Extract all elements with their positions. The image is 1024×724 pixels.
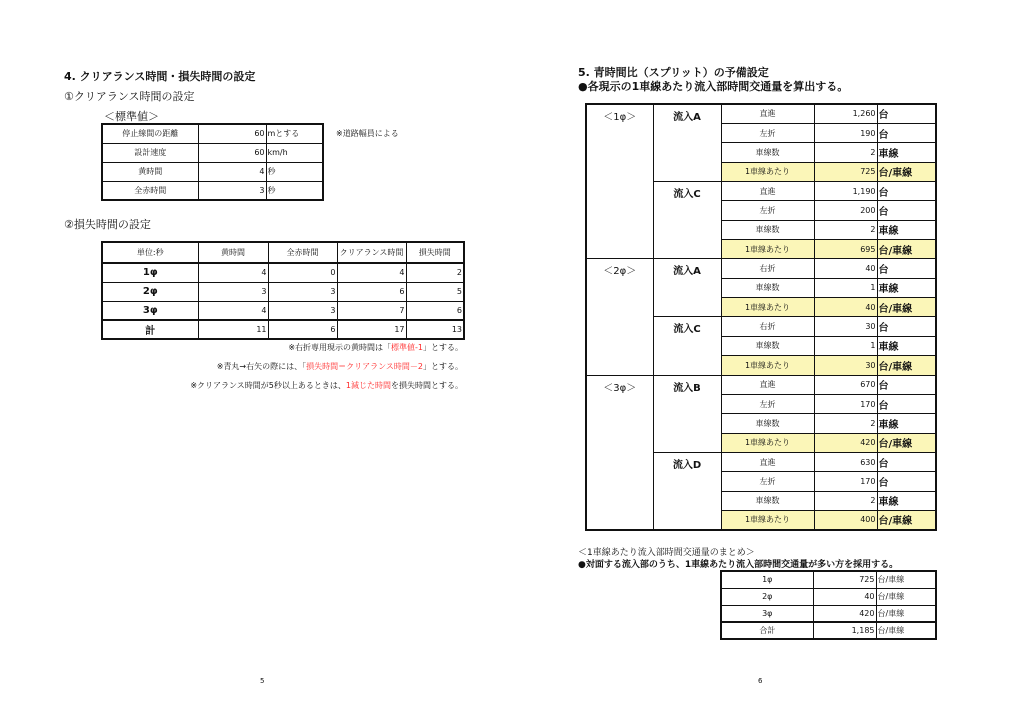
item-label: 車線数 (721, 143, 814, 162)
item-unit: 台 (877, 259, 936, 278)
loss-header-cell: 単位:秒 (102, 242, 198, 263)
loss-phase: 2φ (102, 282, 198, 301)
item-unit: 台 (877, 201, 936, 220)
standard-row (102, 181, 323, 200)
standard-label: 停止線間の距離 (102, 124, 198, 143)
item-value: 1 (814, 278, 877, 297)
standard-label: 黄時間 (102, 162, 198, 181)
loss-value: 6 (337, 282, 406, 301)
note-text: を損失時間とする。 (391, 381, 463, 390)
split-table (585, 103, 937, 531)
item-value: 400 (814, 511, 877, 530)
page-number-right: 6 (758, 677, 763, 685)
loss-header-cell: クリアランス時間 (337, 242, 406, 263)
item-label: 左折 (721, 394, 814, 413)
loss-row (102, 263, 464, 282)
item-unit: 台/車線 (877, 162, 936, 181)
loss-total-row (102, 320, 464, 339)
inflow-label: 流入B (653, 375, 721, 452)
item-label: 車線数 (721, 491, 814, 510)
item-value: 2 (814, 414, 877, 433)
loss-value: 2 (406, 263, 464, 282)
item-value: 725 (814, 162, 877, 181)
item-value: 200 (814, 201, 877, 220)
standard-unit: mとする (266, 124, 323, 143)
note-highlight: 損失時間＝クリアランス時間－2 (306, 362, 423, 371)
summary-row (721, 588, 936, 605)
section-title-4: 4. クリアランス時間・損失時間の設定 (64, 70, 256, 83)
loss-phase: 3φ (102, 301, 198, 320)
loss-value: 4 (337, 263, 406, 282)
loss-value: 6 (268, 320, 337, 339)
note-highlight: 標準値-1 (391, 343, 423, 352)
standard-unit: 秒 (266, 181, 323, 200)
loss-value: 0 (268, 263, 337, 282)
standard-value: 4 (198, 162, 266, 181)
standard-value-label: ＜標準値＞ (104, 110, 159, 123)
loss-row (102, 301, 464, 320)
phase-label: ＜3φ＞ (586, 375, 653, 530)
item-label: 車線数 (721, 336, 814, 355)
item-value: 1,190 (814, 181, 877, 200)
item-unit: 車線 (877, 336, 936, 355)
item-value: 1,260 (814, 104, 877, 123)
item-unit: 台 (877, 181, 936, 200)
item-unit: 車線 (877, 414, 936, 433)
loss-value: 6 (406, 301, 464, 320)
item-label: 1車線あたり (721, 356, 814, 375)
item-unit: 車線 (877, 143, 936, 162)
item-unit: 台/車線 (877, 240, 936, 259)
item-label: 車線数 (721, 220, 814, 239)
item-value: 190 (814, 123, 877, 142)
note-text: ※青丸→右矢の際には、「 (216, 362, 307, 371)
item-unit: 車線 (877, 220, 936, 239)
loss-phase: 1φ (102, 263, 198, 282)
intro-text: ●各現示の1車線あたり流入部時間交通量を算出する。 (578, 80, 849, 93)
item-label: 直進 (721, 375, 814, 394)
item-value: 2 (814, 491, 877, 510)
loss-value: 4 (198, 263, 268, 282)
item-value: 1 (814, 336, 877, 355)
loss-value: 3 (268, 282, 337, 301)
standard-label: 設計速度 (102, 143, 198, 162)
item-unit: 台 (877, 123, 936, 142)
phase-label: ＜2φ＞ (586, 259, 653, 375)
item-value: 40 (814, 298, 877, 317)
loss-value: 4 (198, 301, 268, 320)
item-unit: 台/車線 (877, 298, 936, 317)
note-highlight: 1減じた時間 (345, 381, 391, 390)
summary-unit: 台/車線 (876, 605, 936, 622)
loss-note (288, 342, 463, 353)
item-unit: 車線 (877, 278, 936, 297)
standard-unit: 秒 (266, 162, 323, 181)
item-unit: 車線 (877, 491, 936, 510)
item-unit: 台 (877, 104, 936, 123)
note-text: 」とする。 (423, 362, 463, 371)
item-unit: 台/車線 (877, 433, 936, 452)
inflow-label: 流入A (653, 259, 721, 317)
standard-value: 60 (198, 124, 266, 143)
item-value: 170 (814, 394, 877, 413)
standard-label: 全赤時間 (102, 181, 198, 200)
standard-value: 60 (198, 143, 266, 162)
loss-header-cell: 損失時間 (406, 242, 464, 263)
loss-row (102, 282, 464, 301)
split-row (586, 104, 936, 123)
item-label: 直進 (721, 104, 814, 123)
item-label: 左折 (721, 472, 814, 491)
item-label: 1車線あたり (721, 240, 814, 259)
split-row (586, 259, 936, 278)
summary-value: 1,185 (813, 622, 876, 639)
summary-value: 420 (813, 605, 876, 622)
loss-header-cell: 黄時間 (198, 242, 268, 263)
item-value: 2 (814, 143, 877, 162)
note-text: ※右折専用現示の黄時間は「 (288, 343, 392, 352)
standard-row (102, 162, 323, 181)
page-number-left: 5 (260, 677, 265, 685)
item-label: 直進 (721, 181, 814, 200)
summary-table (720, 570, 937, 640)
inflow-label: 流入C (653, 181, 721, 258)
item-label: 車線数 (721, 414, 814, 433)
standard-values-table (101, 123, 324, 201)
loss-value: 5 (406, 282, 464, 301)
loss-header-cell: 全赤時間 (268, 242, 337, 263)
loss-header-row (102, 242, 464, 263)
item-label: 車線数 (721, 278, 814, 297)
section-title-5: 5. 青時間比（スプリット）の予備設定 (578, 66, 769, 79)
standard-value: 3 (198, 181, 266, 200)
summary-title: ＜1車線あたり流入部時間交通量のまとめ＞ (578, 548, 755, 558)
item-unit: 台 (877, 394, 936, 413)
standard-note: ※道路幅員による (336, 129, 399, 138)
item-value: 30 (814, 356, 877, 375)
summary-note: ●対面する流入部のうち、1車線あたり流入部時間交通量が多い方を採用する。 (578, 560, 899, 570)
loss-value: 3 (268, 301, 337, 320)
inflow-label: 流入A (653, 104, 721, 181)
note-text: 」とする。 (423, 343, 463, 352)
loss-value: 13 (406, 320, 464, 339)
item-unit: 台 (877, 317, 936, 336)
phase-label: ＜1φ＞ (586, 104, 653, 259)
item-label: 1車線あたり (721, 433, 814, 452)
item-unit: 台 (877, 375, 936, 394)
inflow-label: 流入C (653, 317, 721, 375)
summary-row (721, 571, 936, 588)
summary-unit: 台/車線 (876, 622, 936, 639)
split-row (586, 375, 936, 394)
loss-value: 17 (337, 320, 406, 339)
item-label: 1車線あたり (721, 511, 814, 530)
summary-row (721, 605, 936, 622)
item-value: 630 (814, 452, 877, 471)
standard-unit: km/h (266, 143, 323, 162)
summary-value: 40 (813, 588, 876, 605)
item-unit: 台/車線 (877, 511, 936, 530)
summary-unit: 台/車線 (876, 588, 936, 605)
item-label: 左折 (721, 123, 814, 142)
item-value: 170 (814, 472, 877, 491)
item-label: 右折 (721, 259, 814, 278)
item-unit: 台 (877, 452, 936, 471)
loss-note (190, 380, 463, 391)
item-value: 40 (814, 259, 877, 278)
item-label: 左折 (721, 201, 814, 220)
subsection-clearance-title: ①クリアランス時間の設定 (64, 90, 195, 103)
loss-value: 3 (198, 282, 268, 301)
item-value: 420 (814, 433, 877, 452)
summary-label: 合計 (721, 622, 813, 639)
loss-time-table (101, 241, 465, 340)
item-label: 右折 (721, 317, 814, 336)
item-value: 2 (814, 220, 877, 239)
loss-value: 11 (198, 320, 268, 339)
summary-label: 1φ (721, 571, 813, 588)
inflow-label: 流入D (653, 452, 721, 529)
summary-value: 725 (813, 571, 876, 588)
note-text: ※クリアランス時間が5秒以上あるときは、 (190, 381, 346, 390)
item-unit: 台/車線 (877, 356, 936, 375)
subsection-loss-title: ②損失時間の設定 (64, 218, 151, 231)
loss-phase: 計 (102, 320, 198, 339)
summary-label: 2φ (721, 588, 813, 605)
item-label: 直進 (721, 452, 814, 471)
item-value: 30 (814, 317, 877, 336)
loss-note (217, 361, 463, 372)
item-label: 1車線あたり (721, 298, 814, 317)
summary-unit: 台/車線 (876, 571, 936, 588)
summary-total-row (721, 622, 936, 639)
standard-row (102, 124, 323, 143)
standard-row (102, 143, 323, 162)
item-value: 670 (814, 375, 877, 394)
item-unit: 台 (877, 472, 936, 491)
loss-value: 7 (337, 301, 406, 320)
item-label: 1車線あたり (721, 162, 814, 181)
summary-label: 3φ (721, 605, 813, 622)
item-value: 695 (814, 240, 877, 259)
